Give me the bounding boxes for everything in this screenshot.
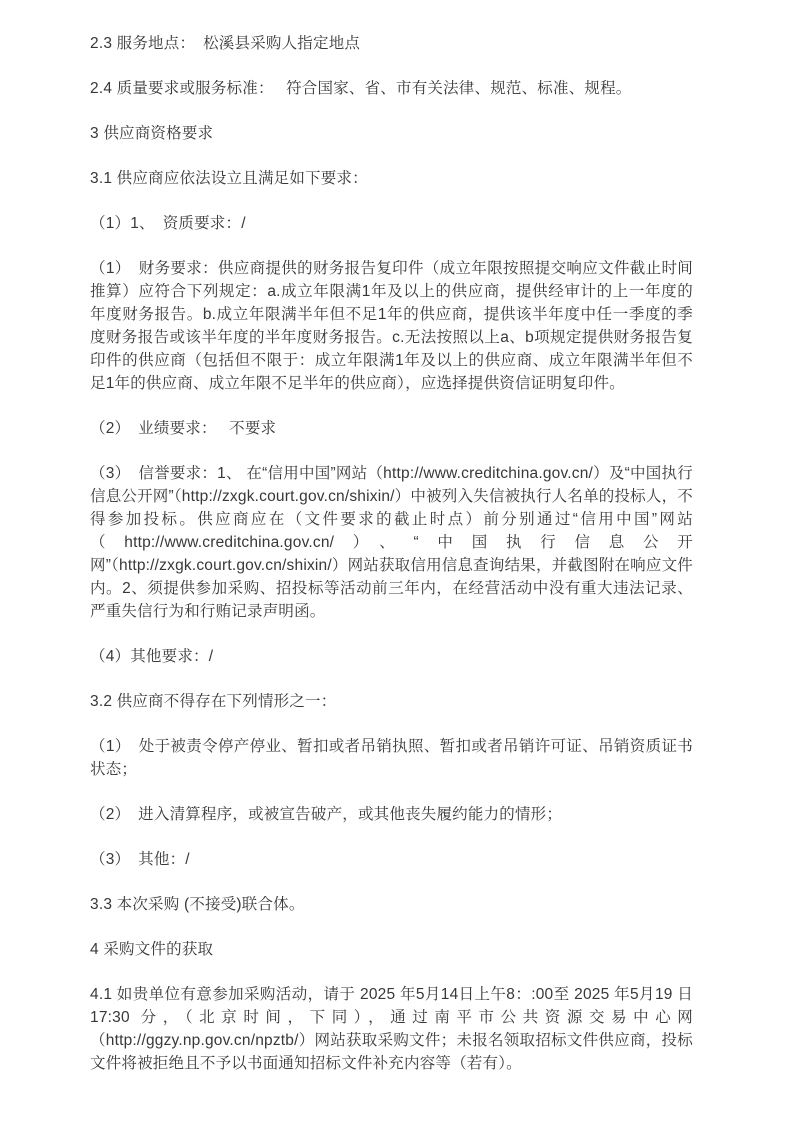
clause-3-1: 3.1 供应商应依法设立且满足如下要求： (90, 170, 368, 187)
clause-3-1-item-3-credit: （3） 信誉要求：1、 在“信用中国”网站（http://www.creditchina.gov.cn/）及“中国执行信息公开网”（http://zxgk.court.gov.cn/shixin/）中被列入失信被执行人名单的投标人，不得参加投标。供应商应在（文件要求的截止时点）前分别通过“信用中国”网站（http://www.creditchina.gov.cn/）、“中国执行信息公开网”（http://zxgk.court.gov.cn/shixin/）网站获取信用信息查询结果，并截图附在响应文件内。2、须提供参加采购、招投标等活动前三年内，在经营活动中没有重大违法记录、严重失信行为和行贿记录声明函。 (90, 465, 693, 620)
section-4-heading: 4 采购文件的获取 (90, 941, 214, 958)
clause-3-2-item-1: （1） 处于被责令停产停业、暂扣或者吊销执照、暂扣或者吊销许可证、吊销资质证书状态； (90, 738, 693, 778)
clause-3-2-item-3: （3） 其他：/ (90, 851, 190, 868)
clause-4-1: 4.1 如贵单位有意参加采购活动，请于 2025 年5月14日上午8：:00至 2025 年5月19 日 17:30 分，（北京时间，下同），通过南平市公共资源交易中心网（http://ggzy.np.gov.cn/npztb/）网站获取采购文件；未报名领取招标文件供应商，投标文件将被拒绝且不予以书面通知招标文件补充内容等（若有）。 (90, 986, 693, 1072)
clause-2-4-quality-standard: 2.4 质量要求或服务标准： 符合国家、省、市有关法律、规范、标准、规程。 (90, 80, 632, 97)
clause-3-2: 3.2 供应商不得存在下列情形之一： (90, 693, 337, 710)
clause-3-1-item-2-performance: （2） 业绩要求： 不要求 (90, 420, 277, 437)
section-3-heading: 3 供应商资格要求 (90, 125, 214, 142)
clause-3-1-item-1-finance: （1） 财务要求：供应商提供的财务报告复印件（成立年限按照提交响应文件截止时间推算）应符合下列规定：a.成立年限满1年及以上的供应商，提供经审计的上一年度的年度财务报告。b.成立年限满半年但不足1年的供应商，提供该半年度中任一季度的季度财务报告或该半年度的半年度财务报告。c.无法按照以上a、b项规定提供财务报告复印件的供应商（包括但不限于：成立年限满1年及以上的供应商、成立年限满半年但不足1年的供应商、成立年限不足半年的供应商），应选择提供资信证明复印件。 (90, 260, 693, 392)
clause-3-2-item-2: （2） 进入清算程序，或被宣告破产，或其他丧失履约能力的情形； (90, 806, 563, 823)
clause-3-1-item-1-qualification: （1）1、 资质要求：/ (90, 215, 246, 232)
clause-3-3-consortium: 3.3 本次采购 (不接受)联合体。 (90, 896, 305, 913)
clause-2-3-service-location: 2.3 服务地点： 松溪县采购人指定地点 (90, 35, 361, 52)
clause-3-1-item-4-other: （4）其他要求：/ (90, 648, 214, 665)
